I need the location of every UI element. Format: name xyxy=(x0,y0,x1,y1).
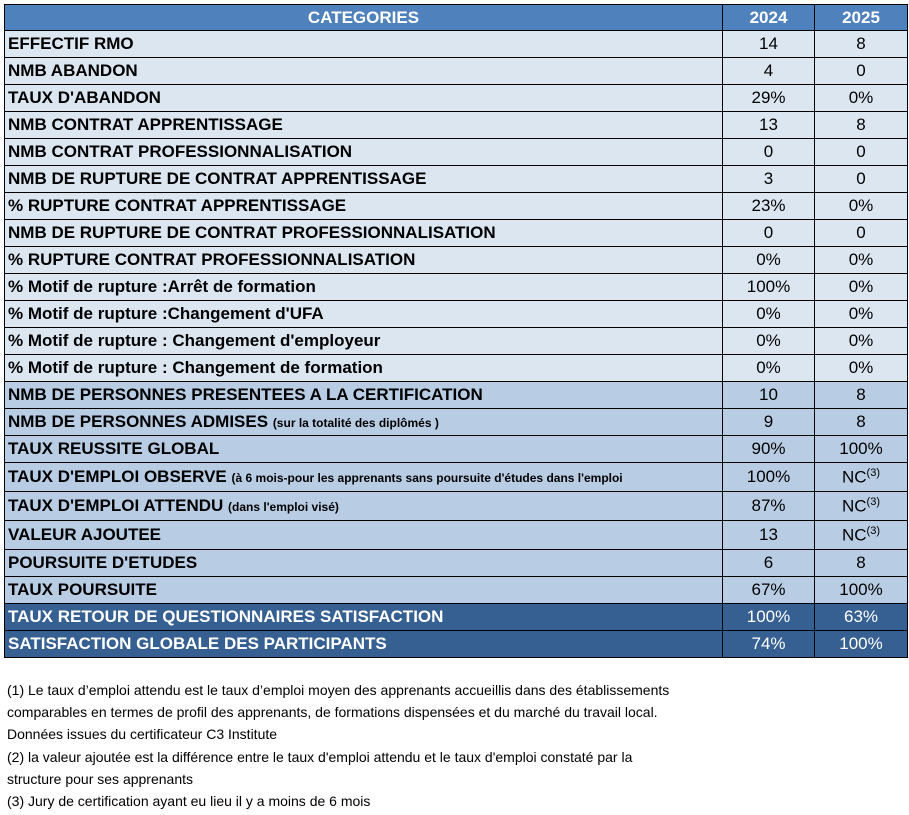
table-row xyxy=(5,301,908,328)
row-label xyxy=(5,112,723,139)
value-2025 xyxy=(815,247,908,274)
value-2024: 13 xyxy=(723,112,815,139)
row-label-note: (dans l'emploi visé) xyxy=(228,500,339,514)
value-2024: 3 xyxy=(723,166,815,193)
header-2024: 2024 xyxy=(723,5,815,31)
value-2025-text: 0% xyxy=(848,331,874,350)
value-2024: 74% xyxy=(723,631,815,658)
row-label-text: NMB DE PERSONNES PRESENTEES A LA CERTIFICATION xyxy=(8,385,483,404)
row-label-text: NMB CONTRAT PROFESSIONNALISATION xyxy=(8,142,353,161)
table-row xyxy=(5,139,908,166)
value-2025 xyxy=(815,112,908,139)
header-row xyxy=(5,5,908,31)
row-label-text: NMB ABANDON xyxy=(8,61,138,80)
value-2025-text: 100% xyxy=(839,439,883,458)
value-2025 xyxy=(815,193,908,220)
row-label xyxy=(5,193,723,220)
value-2025-text: 8 xyxy=(856,115,866,134)
table-row xyxy=(5,436,908,463)
value-2024: 67% xyxy=(723,577,815,604)
value-2025 xyxy=(815,139,908,166)
row-label xyxy=(5,247,723,274)
value-2025 xyxy=(815,436,908,463)
value-2025-text: NC xyxy=(841,525,867,545)
value-2025-text: 63% xyxy=(843,607,879,626)
row-label-note: (à 6 mois-pour les apprenants sans poursuite d'études dans l'emploi xyxy=(231,471,623,485)
value-2025-text: 100% xyxy=(839,634,883,653)
value-2025 xyxy=(815,328,908,355)
footnote-line: (2) la valeur ajoutée est la différence entre le taux d'emploi attendu et le taux d'emploi constaté par la xyxy=(7,748,633,765)
row-label xyxy=(5,166,723,193)
value-2025-text: NC xyxy=(841,496,867,516)
table-row xyxy=(5,409,908,436)
value-2025-text: 100% xyxy=(839,580,883,599)
value-2025 xyxy=(815,631,908,658)
value-2024: 0% xyxy=(723,301,815,328)
value-2025 xyxy=(815,355,908,382)
value-2025 xyxy=(815,604,908,631)
row-label xyxy=(5,550,723,577)
value-2025 xyxy=(815,58,908,85)
table-row xyxy=(5,521,908,550)
value-2025-text: 0% xyxy=(848,277,874,296)
value-2025-text: 8 xyxy=(856,553,866,572)
table-row xyxy=(5,355,908,382)
footnote-ref: (3) xyxy=(866,524,880,537)
value-2025-text: 0% xyxy=(848,196,874,215)
row-label-text: TAUX D'EMPLOI OBSERVE xyxy=(8,467,227,486)
footnote-line: comparables en termes de profil des apprenants, de formations dispensées et du marché du travail local. xyxy=(7,704,658,721)
value-2024: 4 xyxy=(723,58,815,85)
table-row xyxy=(5,220,908,247)
value-2025 xyxy=(815,577,908,604)
value-2024: 23% xyxy=(723,193,815,220)
row-label xyxy=(5,492,723,521)
value-2025-text: 8 xyxy=(856,34,866,53)
row-label-text: TAUX RETOUR DE QUESTIONNAIRES SATISFACTION xyxy=(8,607,444,626)
value-2024: 0% xyxy=(723,328,815,355)
footnote-line: (3) Jury de certification ayant eu lieu il y a moins de 6 mois xyxy=(7,793,371,810)
value-2025 xyxy=(815,521,908,550)
value-2024: 100% xyxy=(723,274,815,301)
value-2025-text: 0 xyxy=(856,223,866,242)
header-2025: 2025 xyxy=(815,5,908,31)
value-2024: 0 xyxy=(723,220,815,247)
value-2024: 29% xyxy=(723,85,815,112)
table-row xyxy=(5,631,908,658)
row-label-text: % Motif de rupture : Changement d'employeur xyxy=(8,331,381,350)
row-label xyxy=(5,274,723,301)
row-label-text: TAUX POURSUITE xyxy=(8,580,157,599)
table-row xyxy=(5,274,908,301)
value-2024: 14 xyxy=(723,31,815,58)
value-2024: 9 xyxy=(723,409,815,436)
value-2025-text: 8 xyxy=(856,385,866,404)
footnote-ref: (3) xyxy=(866,466,880,479)
row-label xyxy=(5,58,723,85)
value-2024: 100% xyxy=(723,604,815,631)
value-2024: 0% xyxy=(723,355,815,382)
footnote-line: (1) Le taux d’emploi attendu est le taux d’emploi moyen des apprenants accueillis dans des établissements xyxy=(7,682,670,698)
table-row xyxy=(5,463,908,492)
value-2025-text: 0 xyxy=(856,142,866,161)
row-label-text: TAUX D'ABANDON xyxy=(8,88,161,107)
table-row xyxy=(5,382,908,409)
table-row xyxy=(5,193,908,220)
value-2024: 90% xyxy=(723,436,815,463)
row-label xyxy=(5,355,723,382)
table-row xyxy=(5,328,908,355)
footnote-line: structure pour ses apprenants xyxy=(7,770,193,787)
table-row xyxy=(5,550,908,577)
table-body xyxy=(5,31,908,658)
value-2025 xyxy=(815,550,908,577)
table-row xyxy=(5,247,908,274)
value-2024: 13 xyxy=(723,521,815,550)
value-2025 xyxy=(815,492,908,521)
value-2024: 0% xyxy=(723,247,815,274)
stats-table xyxy=(4,4,908,658)
value-2025-text: 0% xyxy=(848,250,874,269)
value-2025-text: NC xyxy=(841,467,867,487)
value-2024: 87% xyxy=(723,492,815,521)
footnote-line: Données issues du certificateur C3 Institute xyxy=(7,726,278,743)
row-label xyxy=(5,577,723,604)
value-2025 xyxy=(815,166,908,193)
footnote-ref: (3) xyxy=(866,495,880,508)
value-2025 xyxy=(815,463,908,492)
row-label xyxy=(5,463,723,492)
value-2025-text: 0 xyxy=(856,61,866,80)
value-2025-text: 0% xyxy=(848,88,874,107)
row-label-text: NMB CONTRAT APPRENTISSAGE xyxy=(8,115,283,134)
table-row xyxy=(5,85,908,112)
row-label-text: TAUX REUSSITE GLOBAL xyxy=(8,439,220,458)
table-row xyxy=(5,577,908,604)
row-label-text: TAUX D'EMPLOI ATTENDU xyxy=(8,496,224,515)
table-row xyxy=(5,492,908,521)
row-label xyxy=(5,436,723,463)
value-2025 xyxy=(815,220,908,247)
value-2024: 100% xyxy=(723,463,815,492)
table-row xyxy=(5,58,908,85)
row-label xyxy=(5,604,723,631)
row-label xyxy=(5,139,723,166)
value-2025-text: 0% xyxy=(848,304,874,323)
row-label xyxy=(5,521,723,550)
row-label xyxy=(5,31,723,58)
row-label-text: NMB DE RUPTURE DE CONTRAT APPRENTISSAGE xyxy=(8,169,427,188)
value-2024: 10 xyxy=(723,382,815,409)
row-label xyxy=(5,220,723,247)
value-2025 xyxy=(815,31,908,58)
row-label xyxy=(5,328,723,355)
value-2025-text: 8 xyxy=(856,412,866,431)
value-2025-text: 0% xyxy=(848,358,874,377)
header-categories: CATEGORIES xyxy=(5,5,723,31)
table-row xyxy=(5,604,908,631)
row-label-text: % RUPTURE CONTRAT PROFESSIONNALISATION xyxy=(8,250,416,269)
row-label xyxy=(5,631,723,658)
row-label-text: VALEUR AJOUTEE xyxy=(8,525,162,544)
value-2024: 6 xyxy=(723,550,815,577)
row-label xyxy=(5,85,723,112)
value-2024: 0 xyxy=(723,139,815,166)
table-row xyxy=(5,166,908,193)
table-row xyxy=(5,31,908,58)
footnotes xyxy=(7,679,902,812)
row-label-text: SATISFACTION GLOBALE DES PARTICIPANTS xyxy=(8,634,387,653)
row-label xyxy=(5,409,723,436)
value-2025 xyxy=(815,409,908,436)
value-2025 xyxy=(815,274,908,301)
value-2025 xyxy=(815,85,908,112)
value-2025-text: 0 xyxy=(856,169,866,188)
row-label-text: EFFECTIF RMO xyxy=(8,34,134,53)
row-label-text: % Motif de rupture :Changement d'UFA xyxy=(8,304,324,323)
row-label-text: NMB DE RUPTURE DE CONTRAT PROFESSIONNALISATION xyxy=(8,223,496,242)
row-label-text: % RUPTURE CONTRAT APPRENTISSAGE xyxy=(8,196,347,215)
row-label-text: NMB DE PERSONNES ADMISES xyxy=(8,412,269,431)
row-label xyxy=(5,301,723,328)
value-2025 xyxy=(815,382,908,409)
row-label-note: (sur la totalité des diplômés ) xyxy=(272,416,439,430)
row-label-text: POURSUITE D'ETUDES xyxy=(8,553,198,572)
table-row xyxy=(5,112,908,139)
value-2025 xyxy=(815,301,908,328)
row-label-text: % Motif de rupture : Changement de formation xyxy=(8,358,383,377)
row-label xyxy=(5,382,723,409)
row-label-text: % Motif de rupture :Arrêt de formation xyxy=(8,277,316,296)
